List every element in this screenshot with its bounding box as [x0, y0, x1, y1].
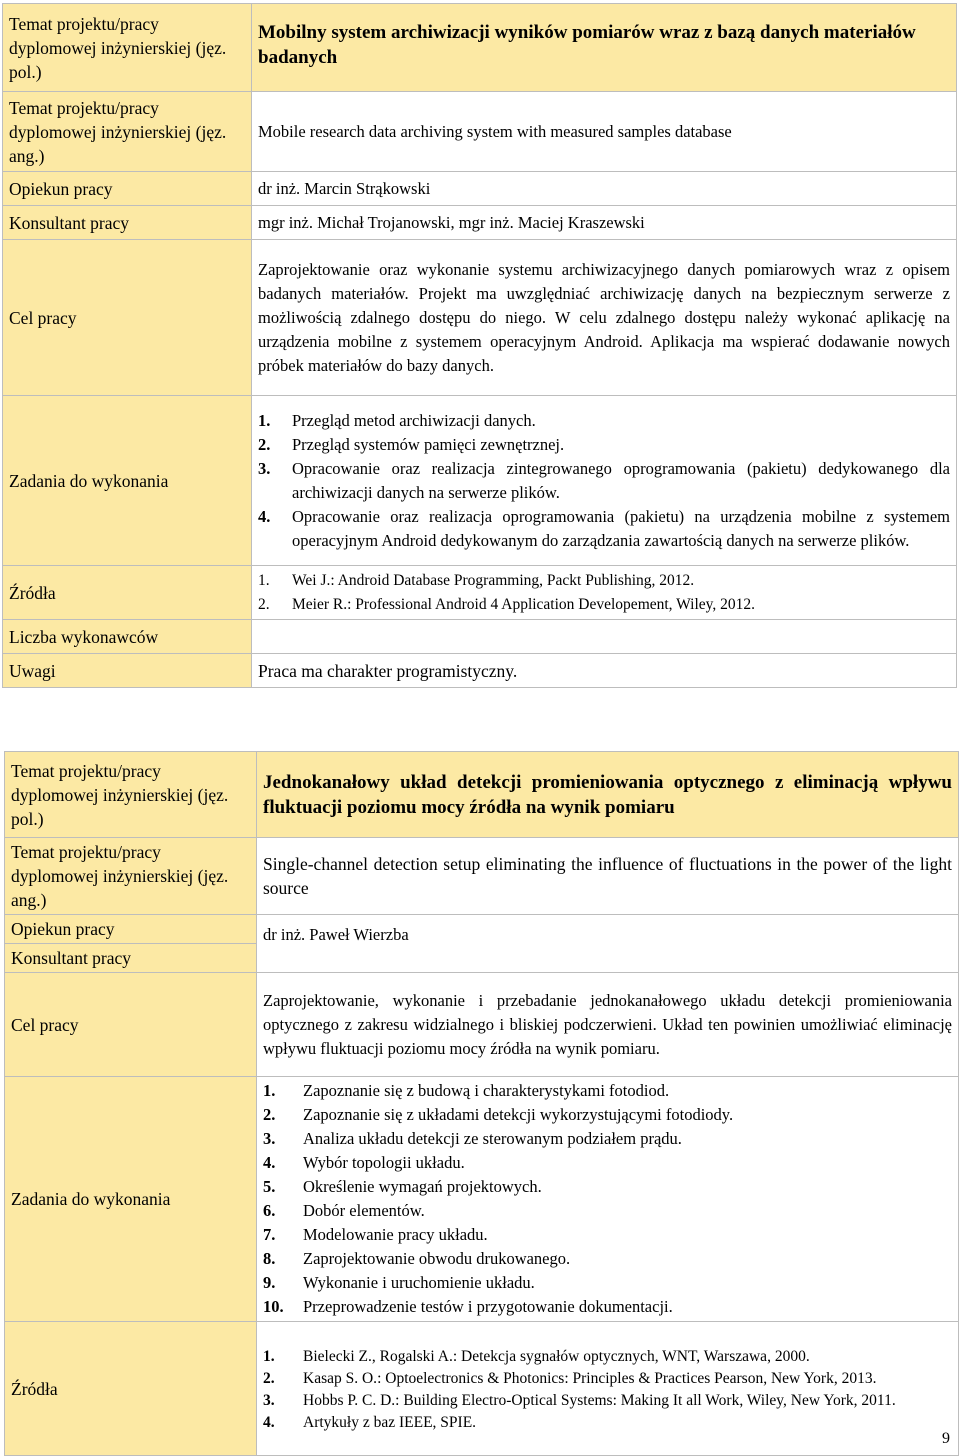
label-team-size: Liczba wykonawców	[3, 620, 252, 654]
row-topic-pl	[3, 4, 957, 92]
tasks-cell	[252, 396, 957, 566]
label-sources: Źródła	[5, 1322, 257, 1456]
sources-list	[258, 569, 950, 617]
row-team-size	[3, 620, 957, 654]
row-sources	[5, 1322, 959, 1456]
goal-text: Zaprojektowanie oraz wykonanie systemu archiwizacyjnego danych pomiarowych wraz z opisem badanych materiałów. Projekt ma uwzględniać archiwizację danych na bezpiecznym serwerze z możliwością zdalnego dostępu do niego. W celu zdalnego dostępu należy wykonać aplikację na urządzenia mobilne z systemem operacyjnym Android. Aplikacja ma wspierać dodawanie nowych próbek materiałów do bazy danych.	[252, 240, 957, 396]
supervisor-value: dr inż. Marcin Strąkowski	[252, 172, 957, 206]
task-item: 1. Zapoznanie się z budową i charakterystykami fotodiod.	[263, 1081, 670, 1100]
row-sources	[3, 566, 957, 620]
label-topic-en: Temat projektu/pracy dyplomowej inżynierskiej (jęz. ang.)	[5, 838, 257, 915]
task-item: 4. Opracowanie oraz realizacja oprogramowania (pakietu) na urządzenia mobilne z systemem operacyjnym Android dedykowanym do zarządzania zawartością danych na serwerze plików.	[258, 506, 950, 550]
row-tasks	[5, 1077, 959, 1322]
task-item: 3. Analiza układu detekcji ze sterowanym podziałem prądu.	[263, 1129, 682, 1148]
tasks-list	[258, 409, 950, 553]
label-consultant: Konsultant pracy	[3, 206, 252, 240]
task-item: 2. Przegląd systemów pamięci zewnętrznej.	[258, 434, 565, 454]
sources-list	[263, 1346, 952, 1434]
row-supervisor	[5, 915, 959, 944]
label-notes: Uwagi	[3, 654, 252, 688]
label-topic-pl: Temat projektu/pracy dyplomowej inżynierskiej (jęz. pol.)	[3, 4, 252, 92]
source-author: Meier R.	[292, 595, 348, 613]
label-supervisor: Opiekun pracy	[5, 915, 257, 944]
row-notes	[3, 654, 957, 688]
row-consultant	[3, 206, 957, 240]
page-number: 9	[942, 1430, 950, 1447]
source-item: 2. Kasap S. O.: Optoelectronics & Photonics: Principles & Practices Pearson, New York, 2013.	[263, 1369, 877, 1387]
task-item: 1. Przegląd metod archiwizacji danych.	[258, 410, 536, 430]
source-item: 1. Bielecki Z., Rogalski A.: Detekcja sygnałów optycznych, WNT, Warszawa, 2000.	[263, 1347, 810, 1365]
task-item: 7. Modelowanie pracy układu.	[263, 1225, 488, 1244]
project-card-2	[4, 751, 959, 1456]
row-goal	[3, 240, 957, 396]
project-card-1	[2, 3, 957, 688]
source-item: 4. Artykuły z baz IEEE, SPIE.	[263, 1413, 477, 1431]
label-goal: Cel pracy	[5, 973, 257, 1077]
supervisor-value: dr inż. Paweł Wierzba	[257, 915, 959, 973]
notes-value: Praca ma charakter programistyczny.	[252, 654, 957, 688]
team-size-value	[252, 620, 957, 654]
project-title-pl: Mobilny system archiwizacji wyników pomiarów wraz z bazą danych materiałów badanych	[252, 4, 957, 92]
sources-cell	[257, 1322, 959, 1456]
row-topic-en	[3, 92, 957, 172]
task-item: 4. Wybór topologii układu.	[263, 1153, 465, 1172]
source-item: 2. Meier R.: Professional Android 4 Application Developement, Wiley, 2012.	[258, 595, 756, 613]
task-item: 8. Zaprojektowanie obwodu drukowanego.	[263, 1249, 571, 1268]
project-title-en: Single-channel detection setup eliminating the influence of fluctuations in the power of the light source	[257, 838, 959, 915]
label-sources: Źródła	[3, 566, 252, 620]
task-item: 10. Przeprowadzenie testów i przygotowanie dokumentacji.	[263, 1297, 673, 1316]
source-item: 1. Wei J.: Android Database Programming, Packt Publishing, 2012.	[258, 571, 695, 589]
project-title-en: Mobile research data archiving system with measured samples database	[252, 92, 957, 172]
tasks-cell	[257, 1077, 959, 1322]
label-topic-pl: Temat projektu/pracy dyplomowej inżynierskiej (jęz. pol.)	[5, 752, 257, 838]
row-supervisor	[3, 172, 957, 206]
label-goal: Cel pracy	[3, 240, 252, 396]
row-topic-en	[5, 838, 959, 915]
tasks-list	[263, 1079, 952, 1319]
row-goal	[5, 973, 959, 1077]
label-tasks: Zadania do wykonania	[3, 396, 252, 566]
source-author: Hobbs P. C. D.	[303, 1391, 396, 1409]
label-supervisor: Opiekun pracy	[3, 172, 252, 206]
source-author: Wei J.	[292, 571, 331, 589]
task-item: 2. Zapoznanie się z układami detekcji wykorzystującymi fotodiody.	[263, 1105, 734, 1124]
task-item: 9. Wykonanie i uruchomienie układu.	[263, 1273, 535, 1292]
source-author: Kasap S. O.	[303, 1369, 378, 1387]
task-item: 3. Opracowanie oraz realizacja zintegrowanego oprogramowania (pakietu) dedykowanego dla archiwizacji danych na serwerze plików.	[258, 458, 950, 502]
source-item: 3. Hobbs P. C. D.: Building Electro-Optical Systems: Making It all Work, Wiley, New York, 2011.	[263, 1391, 896, 1409]
label-topic-en: Temat projektu/pracy dyplomowej inżynierskiej (jęz. ang.)	[3, 92, 252, 172]
sources-cell	[252, 566, 957, 620]
goal-text: Zaprojektowanie, wykonanie i przebadanie jednokanałowego układu detekcji promieniowania optycznego z zakresu widzialnego i bliskiej podczerwieni. Układ ten powinien umożliwiać eliminację wpływu fluktuacji poziomu mocy źródła na wynik pomiaru.	[257, 973, 959, 1077]
consultant-value: mgr inż. Michał Trojanowski, mgr inż. Maciej Kraszewski	[252, 206, 957, 240]
task-item: 5. Określenie wymagań projektowych.	[263, 1177, 542, 1196]
label-tasks: Zadania do wykonania	[5, 1077, 257, 1322]
row-tasks	[3, 396, 957, 566]
project-title-pl: Jednokanałowy układ detekcji promieniowania optycznego z eliminacją wpływu fluktuacji poziomu mocy źródła na wynik pomiaru	[257, 752, 959, 838]
source-author: Bielecki Z., Rogalski A.	[303, 1347, 453, 1365]
label-consultant: Konsultant pracy	[5, 944, 257, 973]
task-item: 6. Dobór elementów.	[263, 1201, 425, 1220]
row-topic-pl	[5, 752, 959, 838]
